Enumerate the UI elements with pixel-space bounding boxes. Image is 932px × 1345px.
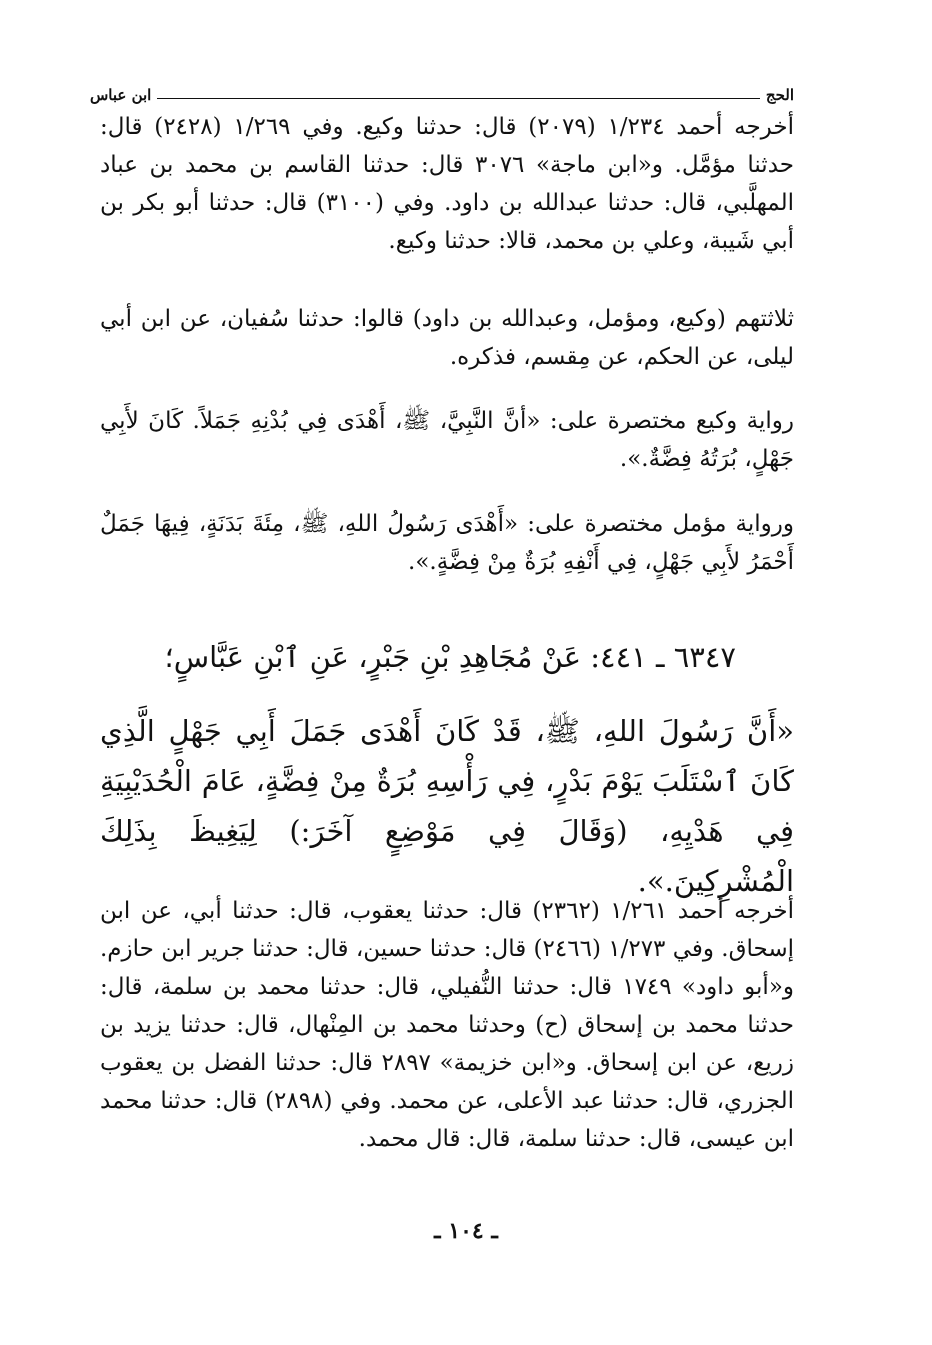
header-chapter-title: الحج: [765, 86, 794, 104]
takhrij-paragraph-2: ثلاثتهم (وكيع، ومؤمل، وعبدالله بن داود) قالوا: حدثنا سُفيان، عن ابن أبي ليلى، عن الحكم، عن مِقسم، فذكره.: [100, 306, 794, 370]
page-number: ـ ١٠٤ ـ: [434, 1218, 498, 1244]
narration-note-muammal: ورواية مؤمل مختصرة على: «أَهْدَى رَسُولُ اللهِ، ﷺ، مِئَةَ بَدَنَةٍ، فِيهَا جَمَلٌ أَحْمَرُ لأَبِي جَهْلٍ، فِي أَنْفِهِ بُرَةٌ مِنْ فِضَّةٍ.».: [100, 511, 794, 575]
narration-note-waki: رواية وكيع مختصرة على: «أنَّ النَّبِيَّ، ﷺ، أَهْدَى فِي بُدْنِهِ جَمَلاً. كَانَ لأَبِي جَهْلٍ، بُرَتُهُ فِضَّةٌ.».: [100, 408, 794, 472]
header-section-title: ابن عباس: [90, 86, 152, 104]
hadith-heading: ٦٣٤٧ ـ ٤٤١: عَنْ مُجَاهِدِ بْنِ جَبْرٍ، عَنِ ٱبْنِ عَبَّاسٍ؛: [164, 640, 736, 674]
running-header: [90, 76, 794, 104]
takhrij-paragraph-3: أخرجه أحمد ١/٢٦١ (٢٣٦٢) قال: حدثنا يعقوب، قال: حدثنا أبي، عن ابن إسحاق. وفي ١/٢٧٣ (٢٤٦٦) قال: حدثنا حسين، قال: حدثنا جرير ابن حازم. و«أبو داود» ١٧٤٩ قال: حدثنا النُّفيلي، قال: حدثنا محمد بن سلمة، قال: حدثنا محمد بن إسحاق (ح) وحدثنا محمد بن المِنْهال، قال: حدثنا يزيد بن زريع، عن ابن إسحاق. و«ابن خزيمة» ٢٨٩٧ قال: حدثنا الفضل بن يعقوب الجزري، قال: حدثنا عبد الأعلى، عن محمد. وفي (٢٨٩٨) قال: حدثنا محمد ابن عيسى، قال: حدثنا سلمة، قال: قال محمد.: [100, 898, 795, 1152]
header-rule: [157, 98, 760, 99]
hadith-text: «أَنَّ رَسُولَ اللهِ، ﷺ، قَدْ كَانَ أَهْدَى جَمَلَ أَبِي جَهْلٍ الَّذِي كَانَ ٱسْتَلَبَ يَوْمَ بَدْرٍ، فِي رَأْسِهِ بُرَةٌ مِنْ فِضَّةٍ، عَامَ الْحُدَيْبِيَةِ فِي هَدْيِهِ، (وَقَالَ فِي مَوْضِعٍ آخَرَ:) لِيَغِيظَ بِذَلِكَ الْمُشْرِكِينَ.».: [100, 714, 794, 898]
takhrij-paragraph-1: أخرجه أحمد ١/٢٣٤ (٢٠٧٩) قال: حدثنا وكيع. وفي ١/٢٦٩ (٢٤٢٨) قال: حدثنا مؤمَّل. و«ابن ماجة» ٣٠٧٦ قال: حدثنا القاسم بن محمد بن عباد المهلَّبي، قال: حدثنا عبدالله بن داود. وفي (٣١٠٠) قال: حدثنا أبو بكر بن أبي شَيبة، وعلي بن محمد، قالا: حدثنا وكيع.: [100, 114, 795, 254]
